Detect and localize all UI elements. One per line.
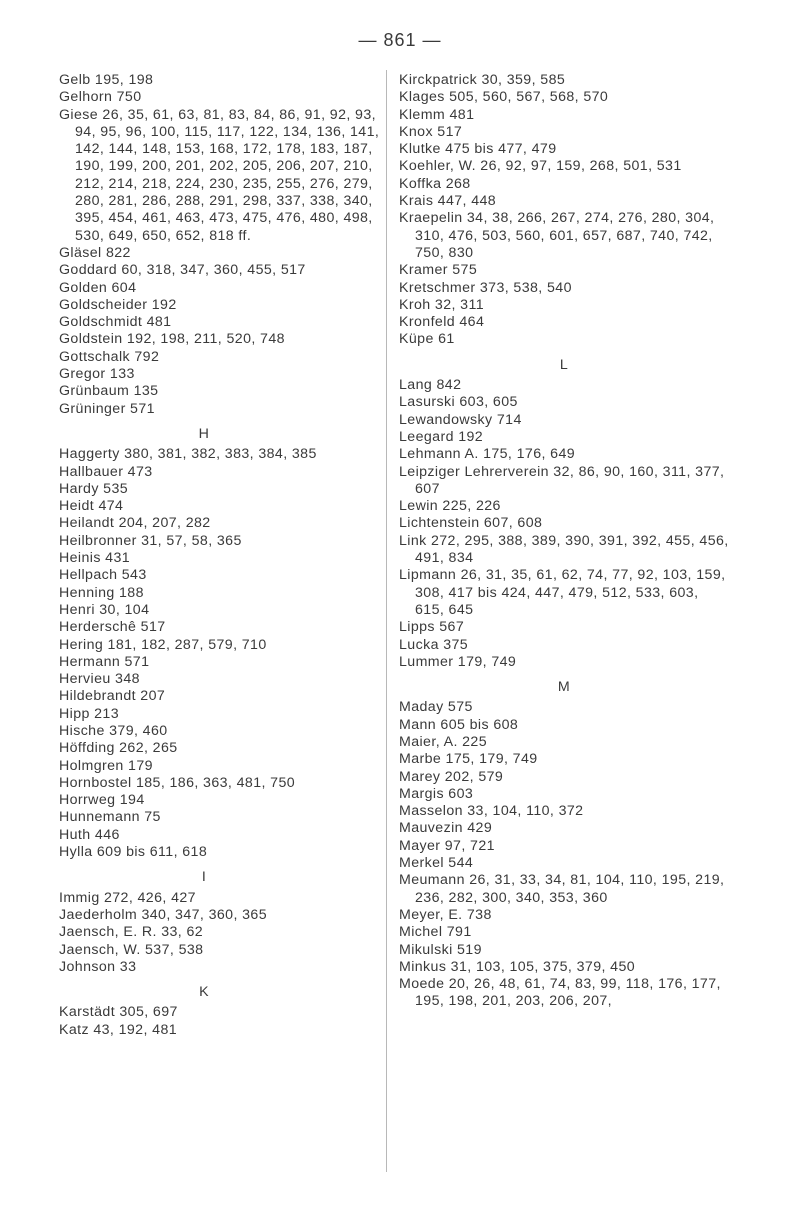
index-column-left bbox=[59, 72, 389, 1039]
index-entry: Masselon 33, 104, 110, 372 bbox=[399, 803, 584, 820]
index-entry: Huth 446 bbox=[59, 826, 120, 843]
index-entry: Karstädt 305, 697 bbox=[59, 1004, 178, 1021]
index-entry: Gregor 133 bbox=[59, 366, 135, 383]
index-entry: Jaensch, W. 537, 538 bbox=[59, 941, 204, 958]
index-entry: Gelb 195, 198 bbox=[59, 72, 154, 88]
index-entry: Klutke 475 bis 477, 479 bbox=[399, 141, 557, 158]
index-entry: Hipp 213 bbox=[59, 705, 119, 722]
index-entry: Küpe 61 bbox=[399, 331, 455, 348]
index-entry: Hylla 609 bis 611, 618 bbox=[59, 844, 208, 861]
index-entry: Minkus 31, 103, 105, 375, 379, 450 bbox=[399, 958, 636, 975]
index-entry: Leipziger Lehrerverein 32, 86, 90, 160, 311, 377, 607 bbox=[399, 463, 725, 497]
column-divider bbox=[386, 70, 387, 1172]
index-entry: Meyer, E. 738 bbox=[399, 906, 492, 923]
index-entry: Mayer 97, 721 bbox=[399, 837, 495, 854]
index-entry: Kroh 32, 311 bbox=[399, 296, 484, 313]
index-entry: Marey 202, 579 bbox=[399, 768, 504, 785]
index-entry: Hornbostel 185, 186, 363, 481, 750 bbox=[59, 774, 296, 791]
index-entry: Goldschmidt 481 bbox=[59, 314, 172, 331]
section-letter: H bbox=[198, 425, 210, 442]
index-entry: Koehler, W. 26, 92, 97, 159, 268, 501, 531 bbox=[399, 158, 682, 175]
index-entry: Johnson 33 bbox=[59, 958, 137, 975]
index-entry: Lewin 225, 226 bbox=[399, 498, 501, 515]
page-number: — 861 — bbox=[358, 30, 442, 50]
index-entry: Höffding 262, 265 bbox=[59, 740, 178, 757]
index-entry: Kraepelin 34, 38, 266, 267, 274, 276, 280, 304, 310, 476, 503, 560, 601, 657, 687, 740, 742, 750, 830 bbox=[399, 210, 715, 261]
index-entry: Mauvezin 429 bbox=[399, 820, 493, 837]
index-entry: Holmgren 179 bbox=[59, 757, 153, 774]
section-letter: I bbox=[201, 869, 207, 886]
index-entry: Henri 30, 104 bbox=[59, 601, 150, 618]
index-entry: Goldstein 192, 198, 211, 520, 748 bbox=[59, 331, 285, 348]
index-entry: Lasurski 603, 605 bbox=[399, 394, 518, 411]
index-entry: Koffka 268 bbox=[399, 175, 471, 192]
index-entry: Kronfeld 464 bbox=[399, 314, 485, 331]
index-entry: Grüninger 571 bbox=[59, 400, 155, 417]
index-column-right bbox=[399, 72, 729, 1011]
index-entry: Hische 379, 460 bbox=[59, 722, 168, 739]
index-entry: Heilbronner 31, 57, 58, 365 bbox=[59, 532, 242, 549]
index-entry: Katz 43, 192, 481 bbox=[59, 1021, 178, 1038]
index-entry: Gelhorn 750 bbox=[59, 89, 142, 106]
index-entry: Klemm 481 bbox=[399, 106, 475, 123]
index-entry: Kramer 575 bbox=[399, 262, 478, 279]
index-entry: Lucka 375 bbox=[399, 636, 469, 653]
index-entry: Klages 505, 560, 567, 568, 570 bbox=[399, 89, 609, 106]
index-entry: Kretschmer 373, 538, 540 bbox=[399, 279, 572, 296]
index-entry: Link 272, 295, 388, 389, 390, 391, 392, 455, 456, 491, 834 bbox=[399, 532, 729, 567]
section-letter: K bbox=[199, 984, 209, 1001]
index-entry: Meumann 26, 31, 33, 34, 81, 104, 110, 195, 219, 236, 282, 300, 340, 353, 360 bbox=[399, 872, 725, 906]
index-entry: Leegard 192 bbox=[399, 428, 484, 445]
index-entry: Heilandt 204, 207, 282 bbox=[59, 515, 211, 532]
index-entry: Hervieu 348 bbox=[59, 671, 140, 688]
index-entry: Hardy 535 bbox=[59, 480, 129, 497]
index-entry: Haggerty 380, 381, 382, 383, 384, 385 bbox=[59, 446, 317, 463]
index-entry: Hermann 571 bbox=[59, 653, 150, 670]
section-letter: L bbox=[559, 356, 569, 373]
index-entry: Immig 272, 426, 427 bbox=[59, 889, 196, 906]
index-entry: Lehmann A. 175, 176, 649 bbox=[399, 446, 576, 463]
index-entry: Jaederholm 340, 347, 360, 365 bbox=[59, 906, 268, 923]
index-entry: Merkel 544 bbox=[399, 855, 474, 872]
index-entry: Heinis 431 bbox=[59, 550, 131, 567]
index-entry: Hildebrandt 207 bbox=[59, 688, 166, 705]
index-entry: Mikulski 519 bbox=[399, 941, 482, 958]
index-entry: Mann 605 bis 608 bbox=[399, 716, 519, 733]
index-entry: Jaensch, E. R. 33, 62 bbox=[59, 924, 204, 941]
index-entry: Moede 20, 26, 48, 61, 74, 83, 99, 118, 176, 177, 195, 198, 201, 203, 206, 207, bbox=[399, 976, 721, 1010]
index-entry: Hering 181, 182, 287, 579, 710 bbox=[59, 636, 267, 653]
index-entry: Maier, A. 225 bbox=[399, 733, 488, 750]
index-entry: Lipps 567 bbox=[399, 619, 465, 636]
index-entry: Golden 604 bbox=[59, 279, 137, 296]
index-entry: Heidt 474 bbox=[59, 498, 124, 515]
index-entry: Gottschalk 792 bbox=[59, 348, 160, 365]
index-entry: Henning 188 bbox=[59, 584, 144, 601]
index-entry: Lang 842 bbox=[399, 377, 462, 394]
index-entry: Marbe 175, 179, 749 bbox=[399, 751, 538, 768]
index-entry: Krais 447, 448 bbox=[399, 193, 497, 210]
index-entry: Lichtenstein 607, 608 bbox=[399, 515, 543, 532]
index-entry: Margis 603 bbox=[399, 785, 474, 802]
index-entry: Lummer 179, 749 bbox=[399, 653, 517, 670]
index-entry: Lewandowsky 714 bbox=[399, 411, 522, 428]
index-entry: Hellpach 543 bbox=[59, 567, 147, 584]
index-entry: Lipmann 26, 31, 35, 61, 62, 74, 77, 92, 103, 159, 308, 417 bis 424, 447, 479, 512, 533, 603, 615, 645 bbox=[399, 567, 726, 618]
index-entry: Giese 26, 35, 61, 63, 81, 83, 84, 86, 91, 92, 93, 94, 95, 96, 100, 115, 117, 122, 134, 136, 141, 142, 144, 148, 153, 168, 172, 178, 183, 187, 190, 199, 200, 201, 202, 205, 206, 207, 210, 212, 214, 218, 224, 230, 235, 255, 276, 279, 280, 281, 286, 288, 291, 298, 337, 338, 340, 395, 454, 461, 463, 473, 475, 476, 480, 498, 530, 649, 650, 652, 818 ff. bbox=[59, 106, 380, 244]
index-entry: Horrweg 194 bbox=[59, 792, 145, 809]
index-entry: Maday 575 bbox=[399, 699, 473, 716]
index-entry: Hallbauer 473 bbox=[59, 463, 153, 480]
index-entry: Grünbaum 135 bbox=[59, 383, 159, 400]
index-entry: Kirckpatrick 30, 359, 585 bbox=[399, 72, 566, 88]
index-entry: Herderschê 517 bbox=[59, 619, 166, 636]
index-entry: Goddard 60, 318, 347, 360, 455, 517 bbox=[59, 262, 306, 279]
index-entry: Knox 517 bbox=[399, 123, 463, 140]
index-entry: Gläsel 822 bbox=[59, 244, 131, 261]
index-entry: Goldscheider 192 bbox=[59, 296, 177, 313]
index-entry: Hunnemann 75 bbox=[59, 809, 161, 826]
index-entry: Michel 791 bbox=[399, 924, 472, 941]
section-letter: M bbox=[557, 679, 571, 696]
